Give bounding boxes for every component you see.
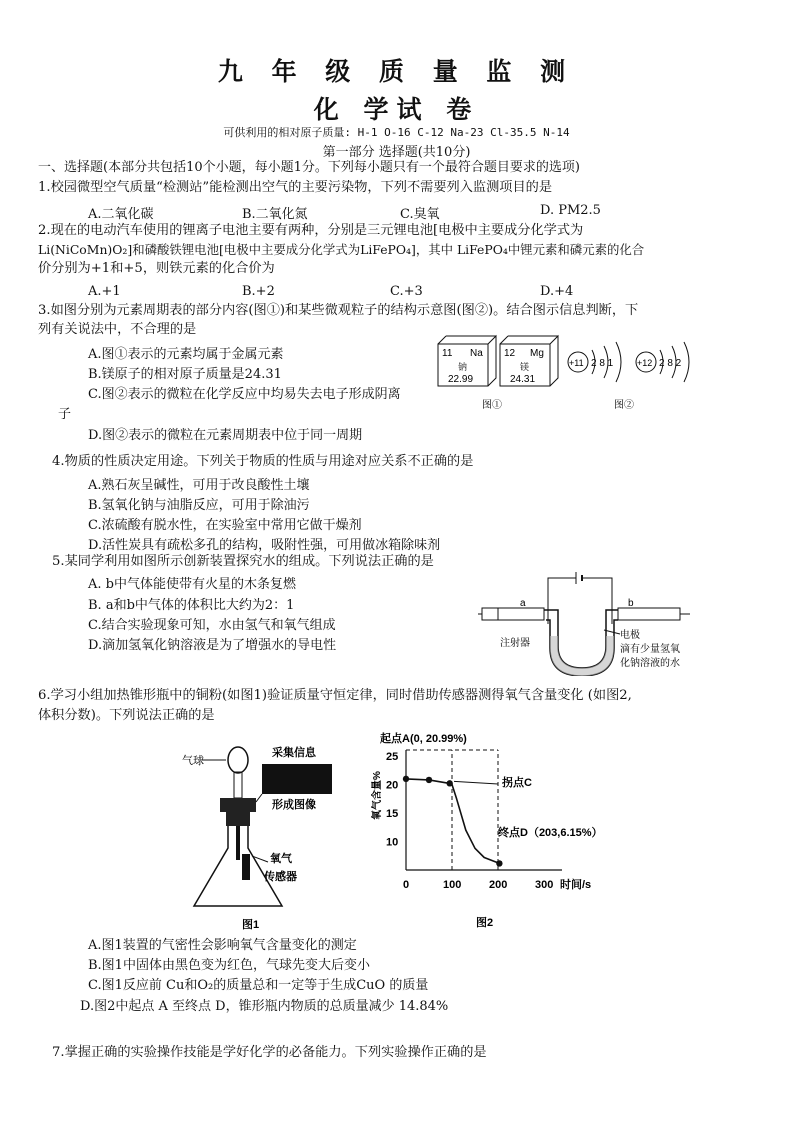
chart-start-label: 起点A(0, 20.99%) [380, 733, 467, 745]
electrode-label: 电极 [620, 630, 640, 641]
question-7-stem: 7.掌握正确的实验操作技能是学好化学的必备能力。下列实验操作正确的是 [52, 1045, 487, 1060]
atomic-masses: 可供利用的相对原子质量: H-1 O-16 C-12 Na-23 Cl-35.5 N-14 [223, 126, 570, 139]
q1-option-d: D. PM2.5 [540, 203, 601, 218]
question-3-line1: 3.如图分别为元素周期表的部分内容(图①)和某些微观粒子的结构示意图(图②)。结合图示信息判断，下 [38, 303, 639, 318]
chart-point [496, 860, 502, 866]
mg-mass: 24.31 [510, 374, 536, 385]
q6-option-b: B.图1中固体由黑色变为红色，气球先变大后变小 [88, 958, 370, 973]
q6-option-c: C.图1反应前 Cu和O₂的质量总和一定等于生成CuO 的质量 [88, 978, 429, 993]
na-symbol: Na [470, 348, 483, 359]
mg-symbol: Mg [530, 348, 544, 359]
image-label: 形成图像 [272, 799, 316, 811]
chart-turn-label: 拐点C [502, 777, 532, 789]
q2-option-a: A.+1 [88, 284, 121, 299]
sodium-ion-diagram [568, 342, 621, 382]
chart-x-tick: 0 [403, 879, 410, 891]
q1-option-b: B.二氧化氮 [242, 207, 308, 222]
mg-name: 镁 [520, 362, 530, 372]
part-heading: 第一部分 选择题(共10分) [322, 145, 471, 160]
q2-option-d: D.+4 [540, 284, 574, 299]
question-6-line1: 6.学习小组加热锥形瓶中的铜粉(如图1)验证质量守恒定律，同时借助传感器测得氧气含量变化 (如图2, [38, 688, 632, 703]
q4-option-b: B.氢氧化钠与油脂反应，可用于除油污 [88, 498, 310, 513]
q5-option-b: B. a和b中气体的体积比大约为2：1 [88, 598, 295, 613]
collect-label: 采集信息 [272, 747, 316, 759]
chart-x-tick: 200 [489, 879, 508, 891]
exam-subtitle: 化 学试 卷 [313, 95, 480, 124]
solution-label-2: 化钠溶液的水 [620, 658, 680, 669]
chart-xlabel: 时间/s [560, 879, 592, 891]
ion1-nucleus: +11 [569, 358, 584, 368]
magnesium-ion-diagram [636, 342, 689, 382]
q6-option-d: D.图2中起点 A 至终点 D，锥形瓶内物质的总质量减少 14.84% [80, 999, 449, 1014]
chart-x-tick: 300 [535, 879, 554, 891]
q5-option-a: A. b中气体能使带有火星的木条复燃 [88, 577, 296, 592]
na-number: 11 [442, 348, 453, 359]
chart-turn-arrow [454, 781, 498, 784]
syringe-label: 注射器 [500, 638, 530, 649]
na-mass: 22.99 [448, 374, 474, 385]
chart-y-tick: 15 [386, 808, 399, 820]
mg-number: 12 [504, 348, 516, 359]
q5-option-d: D.滴加氢氧化钠溶液是为了增强水的导电性 [88, 638, 337, 653]
chart-series-line [406, 779, 499, 864]
balloon [228, 747, 248, 773]
section-instructions: 一、选择题(本部分共包括10个小题，每小题1分。下列每小题只有一个最符合题目要求的选项) [38, 160, 580, 175]
balloon-label: 气球 [182, 755, 204, 767]
flask-figure [176, 744, 376, 930]
q3-option-c: C.图②表示的微粒在化学反应中均易失去电子形成阴离 [88, 387, 401, 402]
ion1-shells: 2 8 1 [591, 358, 614, 369]
gas-b-label: b [628, 598, 634, 609]
exam-title: 九 年 级 质 量 监 测 [217, 57, 576, 86]
question-1-stem: 1.校园微型空气质量“检测站”能检测出空气的主要污染物，下列不需要列入监测项目的是 [38, 180, 552, 195]
electrolysis-figure [478, 566, 718, 676]
chart-point [403, 776, 409, 782]
sensor-label-2: 传感器 [264, 871, 297, 883]
oxygen-chart [368, 728, 618, 933]
solution-label-1: 滴有少量氢氧 [620, 644, 680, 655]
question-6-line2: 体积分数)。下列说法正确的是 [38, 708, 215, 723]
question-2-line3: 价分别为+1和+5，则铁元素的化合价为 [38, 261, 275, 276]
q5-option-c: C.结合实验现象可知，水由氢气和氧气组成 [88, 618, 336, 633]
sodium-card [438, 336, 496, 386]
q3-option-c-cont: 子 [58, 407, 72, 422]
fig2-label: 图2 [476, 917, 494, 929]
q4-option-a: A.熟石灰呈碱性，可用于改良酸性土壤 [88, 478, 310, 493]
chart-point [447, 780, 453, 786]
gas-a-label: a [520, 598, 526, 609]
ion2-shells: 2 8 2 [659, 358, 682, 369]
question-3-line2: 列有关说法中，不合理的是 [38, 322, 197, 337]
figure-2-label: 图② [614, 400, 634, 411]
q4-option-d: D.活性炭具有疏松多孔的结构，吸附性强，可用做冰箱除味剂 [88, 538, 441, 553]
q6-option-a: A.图1装置的气密性会影响氧气含量变化的测定 [88, 938, 357, 953]
q3-option-a: A.图①表示的元素均属于金属元素 [88, 347, 284, 362]
chart-y-tick: 10 [386, 836, 399, 849]
q3-option-b: B.镁原子的相对原子质量是24.31 [88, 367, 282, 382]
q1-option-a: A.二氧化碳 [88, 207, 154, 222]
q2-option-c: C.+3 [390, 284, 423, 299]
sensor-label-1: 氧气 [270, 853, 292, 865]
chart-x-tick: 100 [443, 879, 462, 891]
q4-option-c: C.浓硫酸有脱水性，在实验室中常用它做干燥剂 [88, 518, 362, 533]
q3-option-d: D.图②表示的微粒在元素周期表中位于同一周期 [88, 428, 363, 443]
q1-option-c: C.臭氧 [400, 207, 440, 222]
chart-ylabel: 氧气含量% [372, 771, 383, 820]
periodic-figure [436, 334, 706, 414]
fig1-label: 图1 [242, 919, 260, 930]
question-2-line1: 2.现在的电动汽车使用的锂离子电池主要有两种，分别是三元锂电池[电极中主要成分化学式为 [38, 223, 584, 238]
figure-1-label: 图① [482, 400, 502, 411]
na-name: 钠 [458, 362, 468, 372]
chart-point [426, 777, 432, 783]
question-5-stem: 5.某同学利用如图所示创新装置探究水的组成。下列说法正确的是 [52, 554, 434, 569]
question-2-line2: Li(NiCoMn)O₂]和磷酸铁锂电池[电极中主要成分化学式为LiFePO₄]，其中 LiFePO₄中锂元素和磷元素的化合 [38, 242, 645, 257]
chart-end-label: 终点D（203,6.15%） [498, 827, 603, 839]
magnesium-card [500, 336, 558, 386]
chart-y-tick: 25 [386, 751, 399, 763]
q2-option-b: B.+2 [242, 284, 275, 299]
ion2-nucleus: +12 [637, 358, 653, 368]
chart-y-tick: 20 [386, 779, 399, 792]
question-4-stem: 4.物质的性质决定用途。下列关于物质的性质与用途对应关系不正确的是 [52, 454, 474, 469]
